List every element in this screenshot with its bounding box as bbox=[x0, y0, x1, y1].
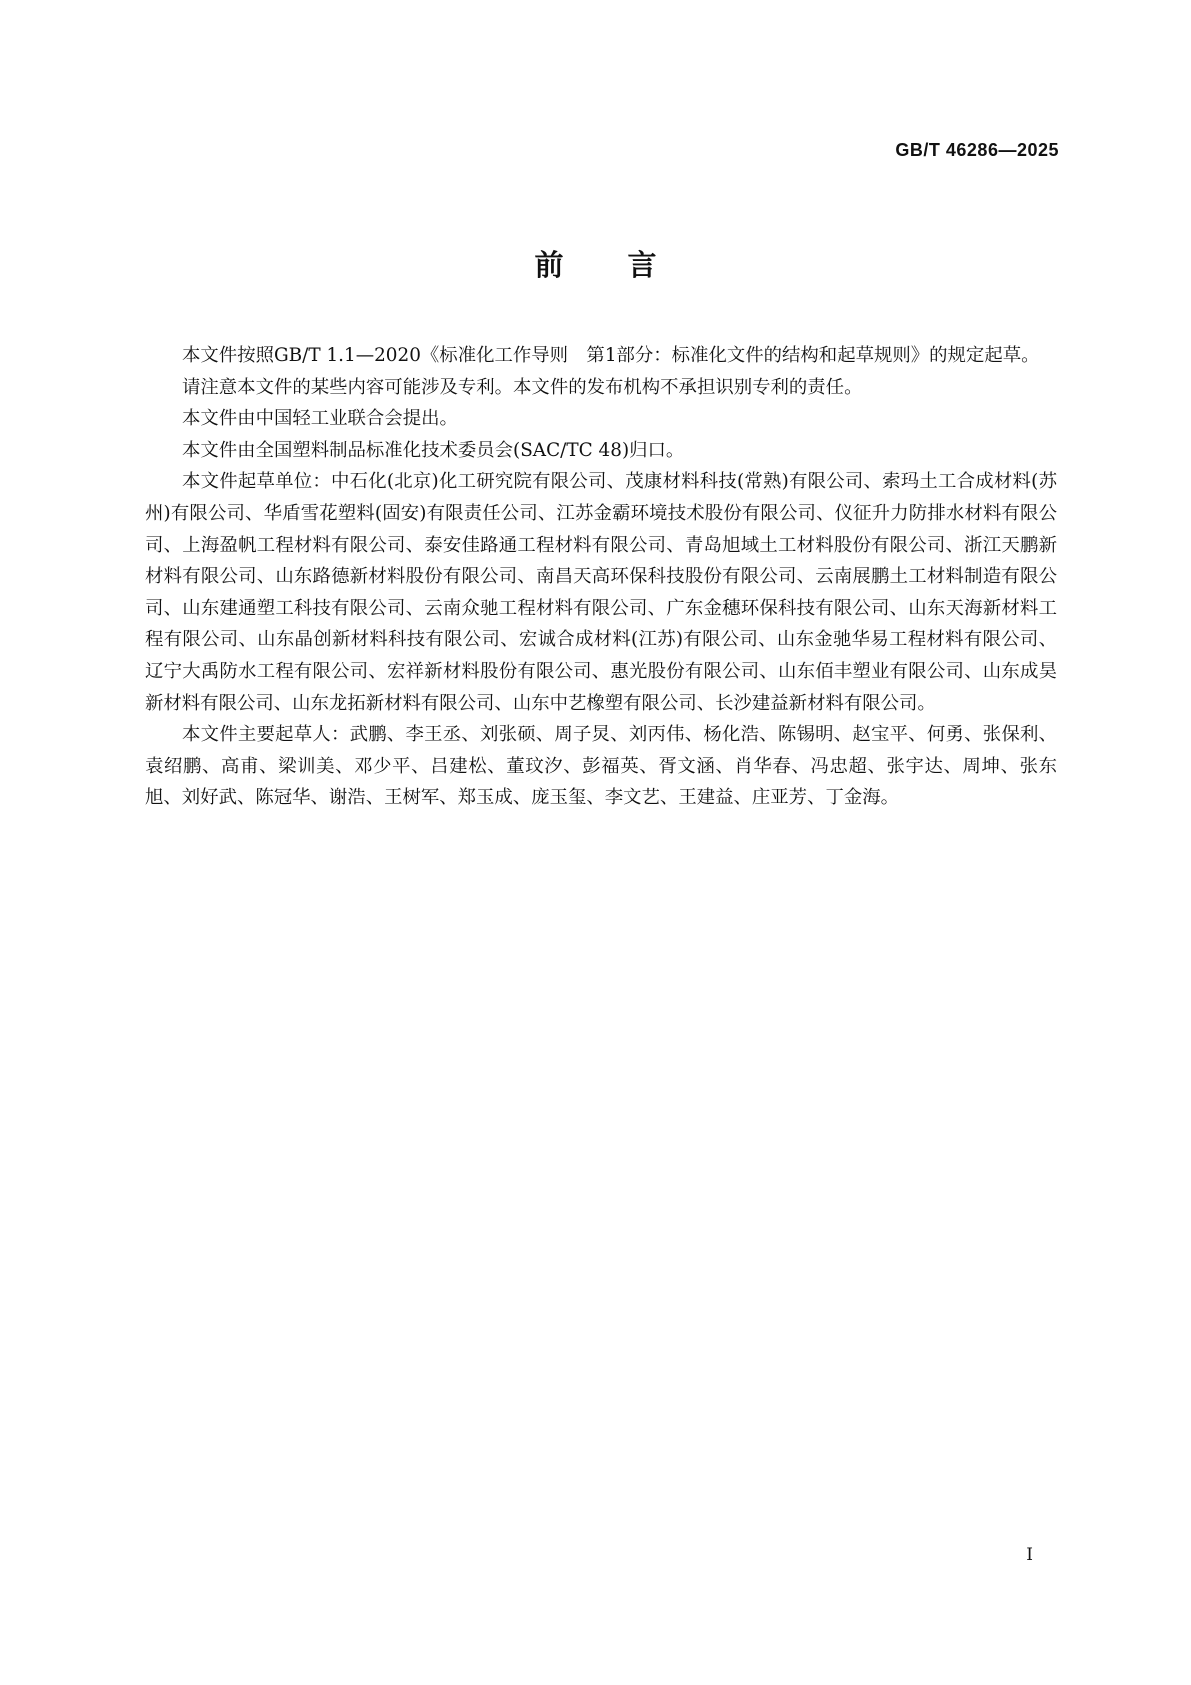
foreword-title: 前言 bbox=[534, 248, 721, 282]
page-number: I bbox=[1026, 1545, 1033, 1565]
paragraph-drafting-organizations: 本文件起草单位：中石化(北京)化工研究院有限公司、茂康材料科技(常熟)有限公司、索玛土工合成材料(苏州)有限公司、华盾雪花塑料(固安)有限责任公司、江苏金霸环境技术股份有限公司、仪征升力防排水材料有限公司、上海盈帆工程材料有限公司、泰安佳路通工程材料有限公司、青岛旭域土工材料股份有限公司、浙江天鹏新材料有限公司、山东路德新材料股份有限公司、南昌天高环保科技股份有限公司、云南展鹏土工材料制造有限公司、山东建通塑工科技有限公司、云南众驰工程材料有限公司、广东金穗环保科技有限公司、山东天海新材料工程有限公司、山东晶创新材料科技有限公司、宏诚合成材料(江苏)有限公司、山东金驰华易工程材料有限公司、辽宁大禹防水工程有限公司、宏祥新材料股份有限公司、惠光股份有限公司、山东佰丰塑业有限公司、山东成昊新材料有限公司、山东龙拓新材料有限公司、山东中艺橡塑有限公司、长沙建益新材料有限公司。 bbox=[145, 471, 1057, 714]
paragraph-patent-notice: 请注意本文件的某些内容可能涉及专利。本文件的发布机构不承担识别专利的责任。 bbox=[182, 376, 863, 398]
standard-number: GB/T 46286—2025 bbox=[895, 140, 1059, 160]
paragraph-technical-committee: 本文件由全国塑料制品标准化技术委员会(SAC/TC 48)归口。 bbox=[182, 439, 685, 461]
foreword-body bbox=[145, 340, 1057, 814]
paragraph-main-drafters: 本文件主要起草人：武鹏、李王丞、刘张硕、周子炅、刘丙伟、杨化浩、陈锡明、赵宝平、何勇、张保利、袁绍鹏、高甫、梁训美、邓少平、吕建松、董玟汐、彭福英、胥文涵、肖华春、冯忠超、张宇达、周坤、张东旭、刘好武、陈冠华、谢浩、王树军、郑玉成、庞玉玺、李文艺、王建益、庄亚芳、丁金海。 bbox=[145, 724, 1057, 809]
paragraph-drafting-rules: 本文件按照GB/T 1.1—2020《标准化工作导则 第1部分：标准化文件的结构和起草规则》的规定起草。 bbox=[182, 345, 1040, 366]
paragraph-proposer: 本文件由中国轻工业联合会提出。 bbox=[182, 408, 458, 430]
